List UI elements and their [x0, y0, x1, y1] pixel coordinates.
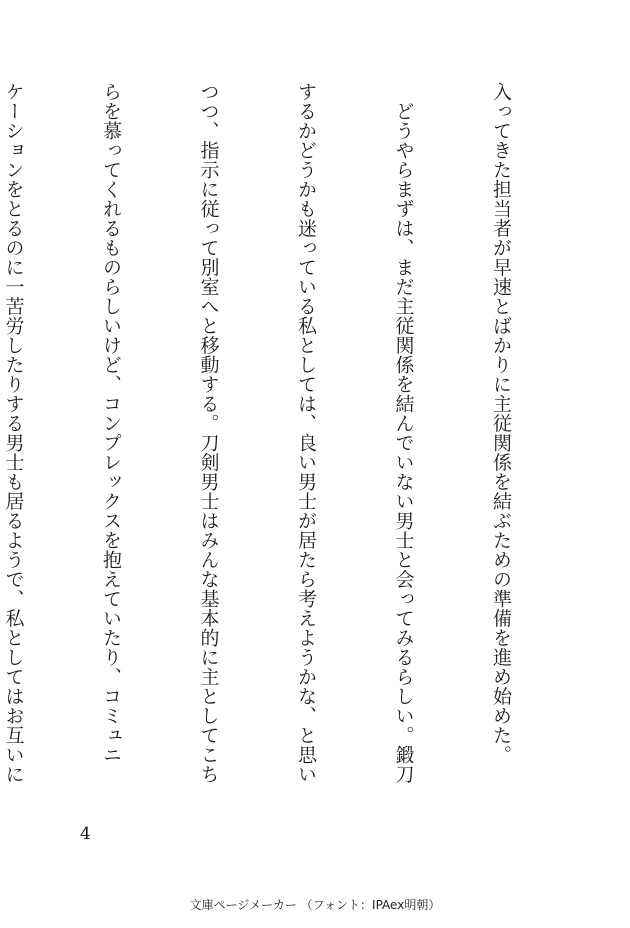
text-line: つつ、指示に従って別室へと移動する。刀剣男士はみんな基本的に主としてこち [197, 82, 220, 784]
vertical-text-body [0, 82, 582, 802]
text-line: 入ってきた担当者が早速とばかりに主従関係を結ぶための準備を進め始めた。 [490, 82, 512, 765]
text-line: するかどうかも迷っている私としては、良い男士が居たら考えようかな、と思い [295, 82, 317, 784]
text-line: ケーションをとるのに一苦労したりする男士も居るようで、私としてはお互いに [2, 82, 25, 784]
page-number: 4 [80, 824, 91, 844]
text-line: らを慕ってくれるものらしいけど、コンプレックスを抱えていたり、コミュニ [100, 82, 122, 765]
footer-credit: 文庫ページメーカー （フォント：IPAex明朝） [189, 898, 441, 912]
text-line: どうやらまずは、まだ主従関係を結んでいない男士と会ってみるらしい。鍛刀 [392, 82, 415, 784]
